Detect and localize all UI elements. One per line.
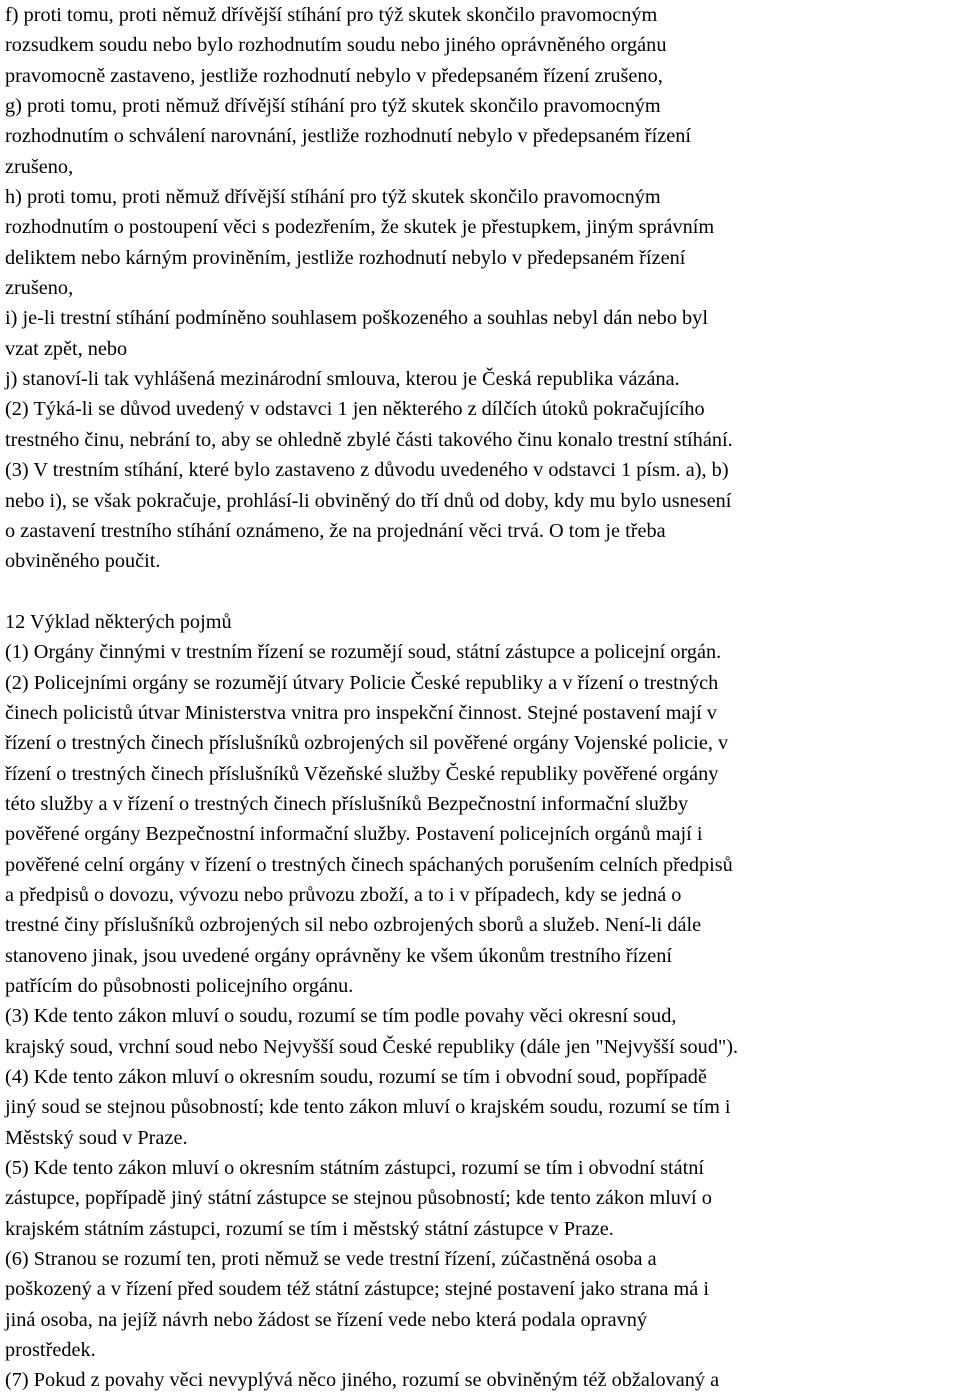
text-line: h) proti tomu, proti němuž dřívější stíhání pro týž skutek skončilo pravomocným xyxy=(5,186,661,209)
text-line: pověřené orgány Bezpečnostní informační služby. Postavení policejních orgánů mají i xyxy=(5,823,703,846)
text-line: krajský soud, vrchní soud nebo Nejvyšší soud České republiky (dále jen "Nejvyšší soud"). xyxy=(5,1035,739,1058)
text-line: jiná osoba, na jejíž návrh nebo žádost se řízení vede nebo která podala opravný xyxy=(5,1308,647,1331)
text-line: rozsudkem soudu nebo bylo rozhodnutím soudu nebo jiného oprávněného orgánu xyxy=(5,34,667,57)
text-line: zástupce, popřípadě jiný státní zástupce se stejnou působností; kde tento zákon mluví o xyxy=(5,1187,712,1210)
text-line: obviněného poučit. xyxy=(5,550,161,573)
text-line: činech policistů útvar Ministerstva vnitra pro inspekční činnost. Stejné postavení mají v xyxy=(5,701,717,724)
text-line: řízení o trestných činech příslušníků ozbrojených sil pověřené orgány Vojenské policie, v xyxy=(5,732,729,755)
text-line: (4) Kde tento zákon mluví o okresním soudu, rozumí se tím i obvodní soud, popřípadě xyxy=(5,1066,707,1089)
text-line: (7) Pokud z povahy věci nevyplývá něco jiného, rozumí se obviněným též obžalovaný a xyxy=(5,1369,720,1392)
text-line: deliktem nebo kárným proviněním, jestliže rozhodnutí nebylo v předepsaném řízení xyxy=(5,246,686,269)
text-line: trestné činy příslušníků ozbrojených sil nebo ozbrojených sborů a služeb. Není-li dále xyxy=(5,914,702,937)
text-line: rozhodnutím o postoupení věci s podezřením, že skutek je přestupkem, jiným správním xyxy=(5,216,715,239)
section-7-continuation xyxy=(5,0,955,577)
text-line: pravomocně zastaveno, jestliže rozhodnutí nebylo v předepsaném řízení zrušeno, xyxy=(5,64,663,87)
text-line: řízení o trestných činech příslušníků Vězeňské služby České republiky pověřené orgány xyxy=(5,762,719,785)
text-line: patřícím do působnosti policejního orgánu. xyxy=(5,975,354,997)
text-line: f) proti tomu, proti němuž dřívější stíhání pro týž skutek skončilo pravomocným xyxy=(5,4,658,26)
text-line: zrušeno, xyxy=(5,155,74,178)
text-line: (3) Kde tento zákon mluví o soudu, rozumí se tím podle povahy věci okresní soud, xyxy=(5,1005,677,1028)
text-line: stanoveno jinak, jsou uvedené orgány oprávněny ke všem úkonům trestního řízení xyxy=(5,944,673,967)
text-line: o zastavení trestního stíhání oznámeno, že na projednání věci trvá. O tom je třeba xyxy=(5,519,666,542)
text-line: rozhodnutím o schválení narovnání, jestliže rozhodnutí nebylo v předepsaném řízení xyxy=(5,125,691,148)
text-line: (6) Stranou se rozumí ten, proti němuž se vede trestní řízení, zúčastněná osoba a xyxy=(5,1248,657,1271)
text-line: (1) Orgány činnými v trestním řízení se rozumějí soud, státní zástupce a policejní orgán. xyxy=(5,641,722,664)
text-line: poškozený a v řízení před soudem též státní zástupce; stejné postavení jako strana má i xyxy=(5,1278,709,1301)
text-line: (5) Kde tento zákon mluví o okresním státním zástupci, rozumí se tím i obvodní státní xyxy=(5,1157,705,1180)
text-line: trestného činu, nebrání to, aby se ohledně zbylé části takového činu konalo trestní stíhání. xyxy=(5,428,733,451)
text-line: 12 Výklad některých pojmů xyxy=(5,610,232,633)
text-line: g) proti tomu, proti němuž dřívější stíhání pro týž skutek skončilo pravomocným xyxy=(5,95,661,118)
text-line: (2) Týká-li se důvod uvedený v odstavci 1 jen některého z dílčích útoků pokračujícího xyxy=(5,398,705,421)
text-line: pověřené celní orgány v řízení o trestných činech spáchaných porušením celních předpisů xyxy=(5,853,733,876)
text-line: nebo i), se však pokračuje, prohlásí-li obviněný do tří dnů od doby, kdy mu bylo usnesení xyxy=(5,489,732,512)
text-line: této služby a v řízení o trestných činech příslušníků Bezpečnostní informační služby xyxy=(5,792,689,815)
text-line: Městský soud v Praze. xyxy=(5,1126,188,1149)
text-line: i) je-li trestní stíhání podmíněno souhlasem poškozeného a souhlas nebyl dán nebo byl xyxy=(5,307,708,330)
text-line: vzat zpět, nebo xyxy=(5,337,128,360)
text-line: jiný soud se stejnou působností; kde tento zákon mluví o krajském soudu, rozumí se tím i xyxy=(5,1096,731,1119)
text-line: (3) V trestním stíhání, které bylo zastaveno z důvodu uvedeného v odstavci 1 písm. a), b) xyxy=(5,459,729,482)
text-line: j) stanoví-li tak vyhlášená mezinárodní smlouva, kterou je Česká republika vázána. xyxy=(5,368,680,391)
paragraph-spacer xyxy=(5,577,955,607)
text-line: prostředek. xyxy=(5,1339,96,1362)
text-line: krajském státním zástupci, rozumí se tím i městský státní zástupce v Praze. xyxy=(5,1217,614,1240)
section-12-definitions xyxy=(5,607,955,1396)
text-line: zrušeno, xyxy=(5,277,74,300)
text-line: a předpisů o dovozu, vývozu nebo průvozu zboží, a to i v případech, kdy se jedná o xyxy=(5,883,682,906)
text-line: (2) Policejními orgány se rozumějí útvary Policie České republiky a v řízení o trestných xyxy=(5,671,719,694)
